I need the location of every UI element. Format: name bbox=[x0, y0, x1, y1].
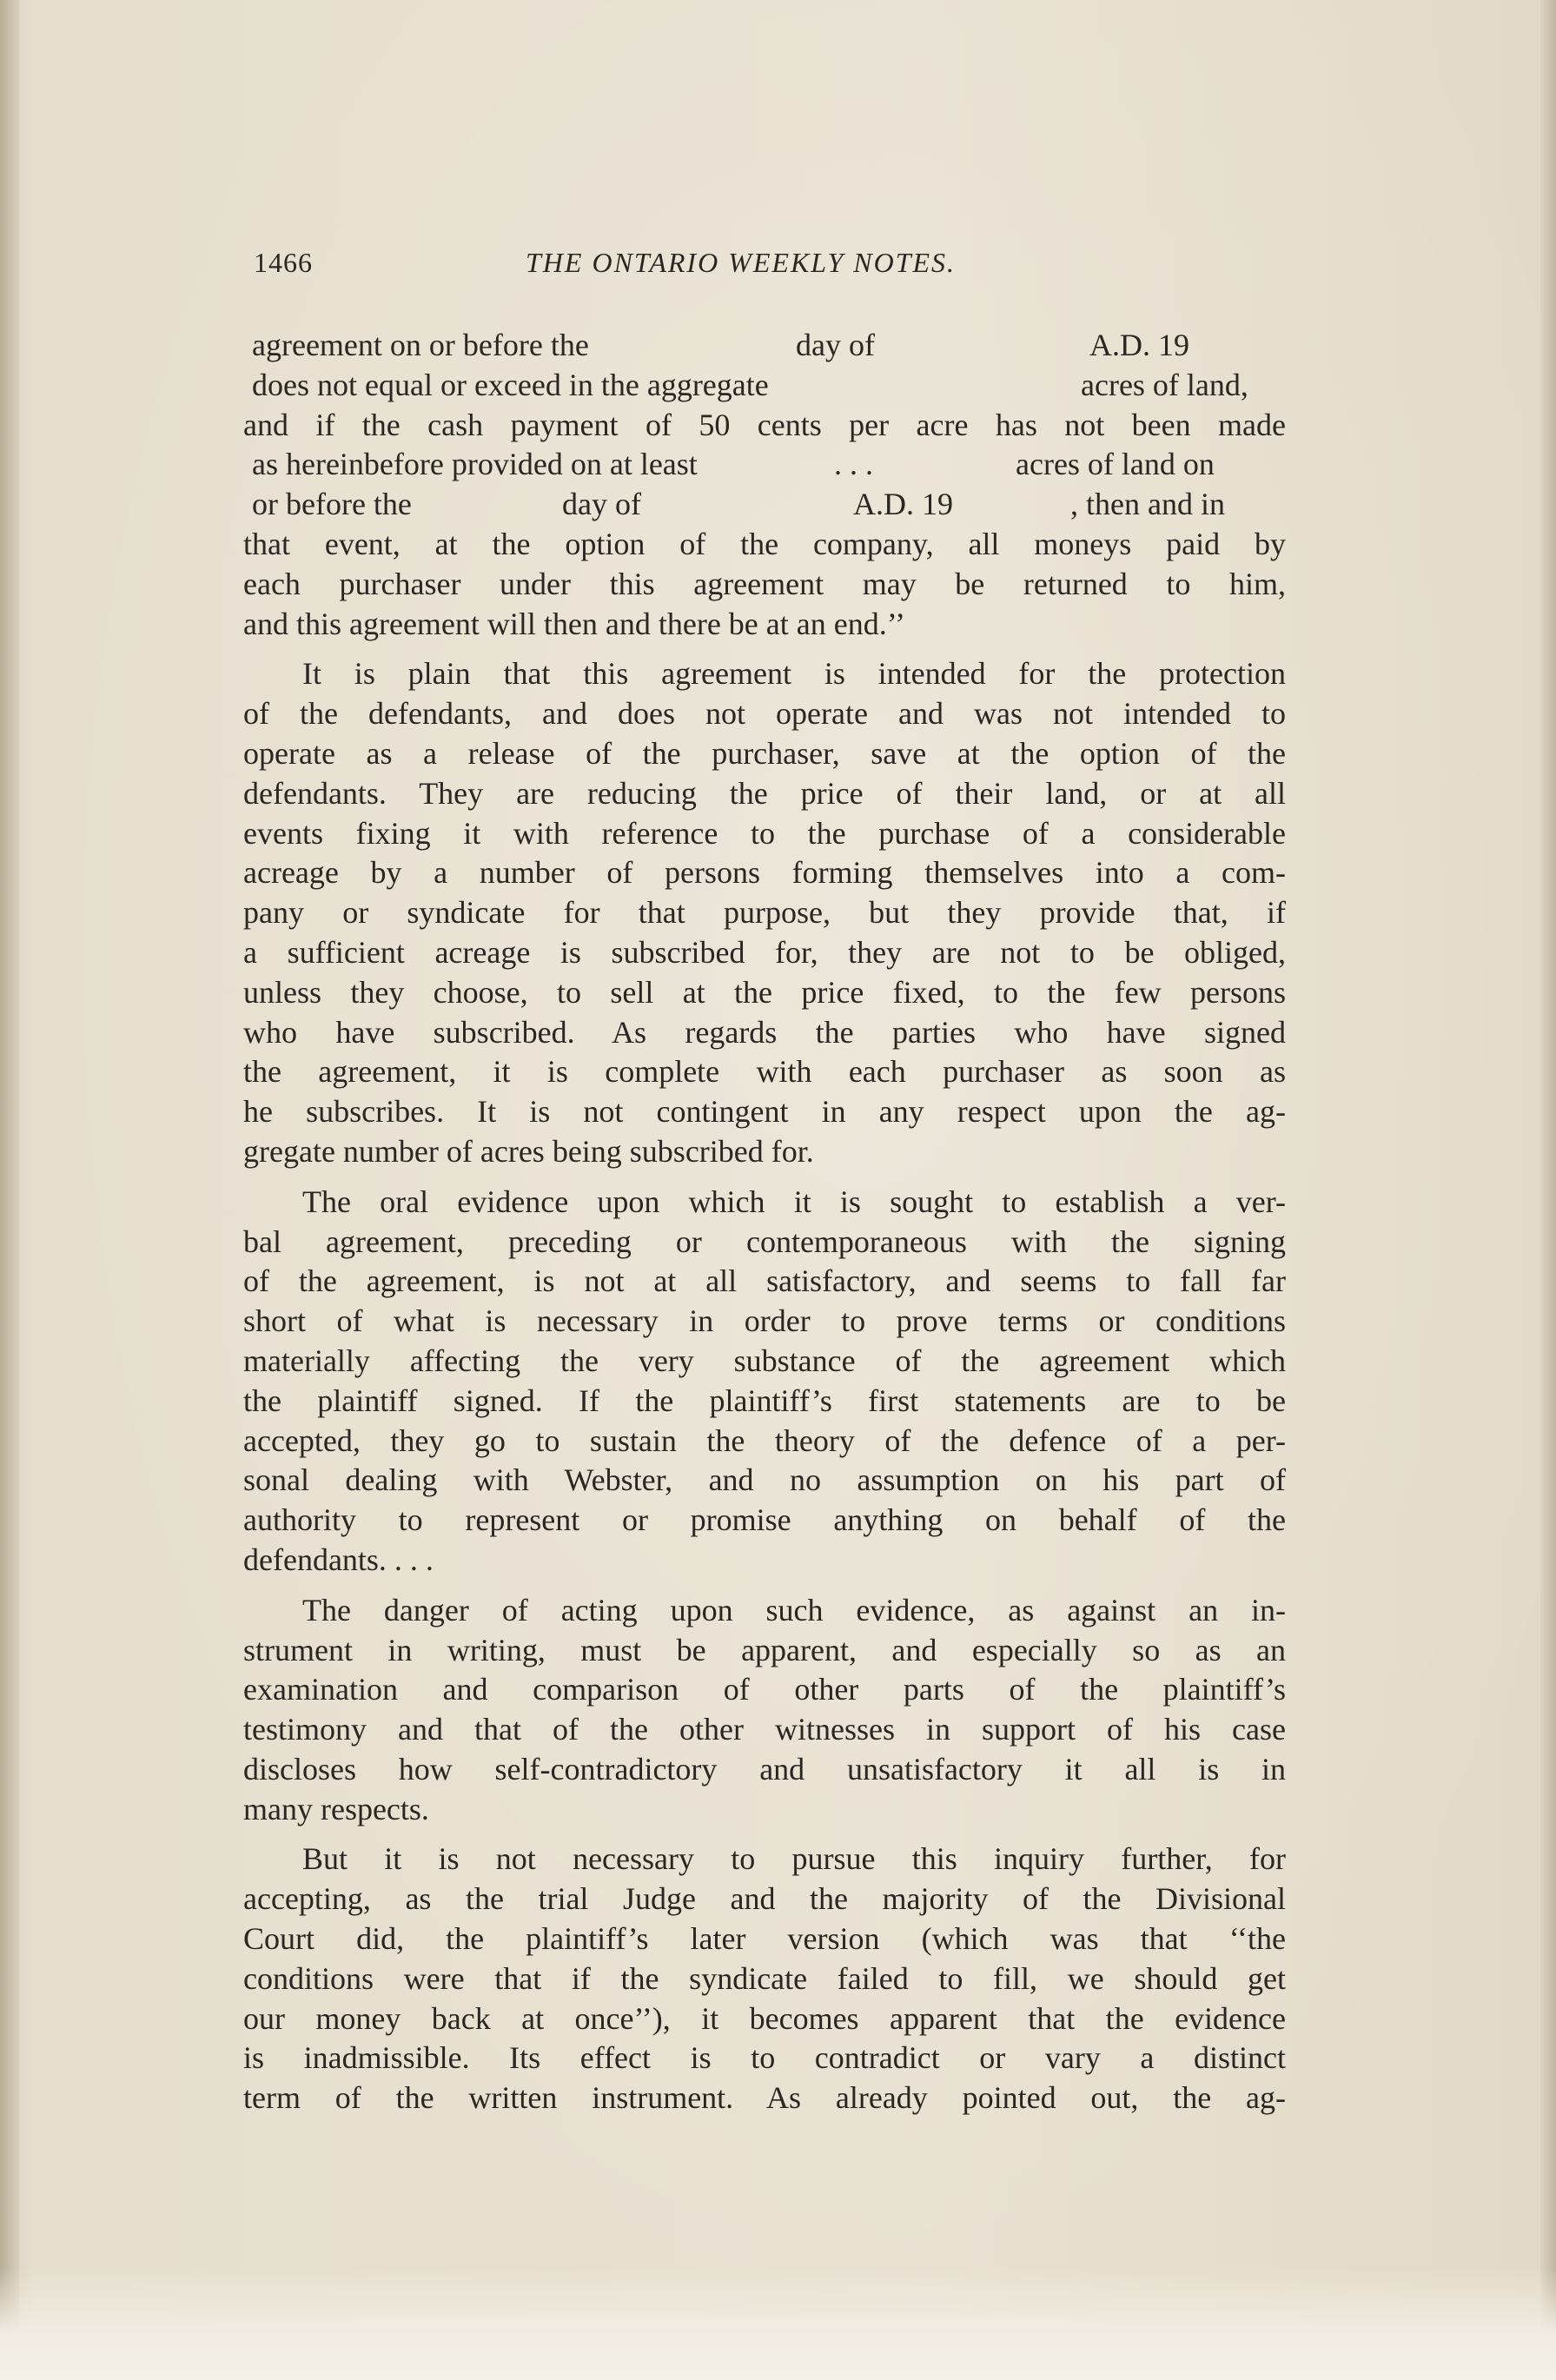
text-line: defendants. They are reducing the price of their land, or at all bbox=[243, 775, 1286, 811]
text-line: is inadmissible. Its effect is to contradict or vary a distinct bbox=[243, 2040, 1286, 2076]
text-line bbox=[243, 445, 1286, 485]
text-line: testimony and that of the other witnesses in support of his case bbox=[243, 1712, 1286, 1747]
text-line: pany or syndicate for that purpose, but they provide that, if bbox=[243, 895, 1286, 931]
text-line: of the agreement, is not at all satisfactory, and seems to fall far bbox=[243, 1263, 1286, 1299]
paragraph-agreement-quote bbox=[243, 326, 1286, 644]
text-line: authority to represent or promise anything on behalf of the bbox=[243, 1502, 1286, 1538]
text-line: he subscribes. It is not contingent in any respect upon the ag- bbox=[243, 1094, 1286, 1130]
text-line bbox=[243, 485, 1286, 525]
text-line: our money back at once’’), it becomes apparent that the evidence bbox=[243, 2000, 1286, 2036]
text-line: operate as a release of the purchaser, save at the option of the bbox=[243, 735, 1286, 771]
text-line: many respects. bbox=[243, 1791, 429, 1826]
text-line: accepted, they go to sustain the theory of the defence of a per- bbox=[243, 1422, 1286, 1458]
text-line: and if the cash payment of 50 cents per acre has not been made bbox=[243, 407, 1286, 442]
text-line: the plaintiff signed. If the plaintiff’s first statements are to be bbox=[243, 1382, 1286, 1418]
text-segment: or before the bbox=[252, 487, 412, 522]
text-line: who have subscribed. As regards the parties who have signed bbox=[243, 1014, 1286, 1050]
text-line: each purchaser under this agreement may be returned to him, bbox=[243, 566, 1286, 601]
text-line: that event, at the option of the company, all moneys paid by bbox=[243, 526, 1286, 561]
text-line: examination and comparison of other parts of the plaintiff’s bbox=[243, 1672, 1286, 1707]
text-segment: acres of land, bbox=[1081, 367, 1248, 402]
text-line: defendants. . . . bbox=[243, 1541, 434, 1577]
text-segment: day of bbox=[796, 328, 875, 362]
text-line: gregate number of acres being subscribed for. bbox=[243, 1133, 814, 1169]
text-line: of the defendants, and does not operate and was not intended to bbox=[243, 696, 1286, 732]
text-segment: A.D. 19 bbox=[853, 487, 953, 522]
text-line: The danger of acting upon such evidence, as against an in- bbox=[302, 1592, 1286, 1628]
running-title: THE ONTARIO WEEKLY NOTES. bbox=[526, 247, 957, 278]
text-line: events fixing it with reference to the purchase of a considerable bbox=[243, 815, 1286, 851]
text-segment: day of bbox=[562, 487, 641, 522]
text-segment: as hereinbefore provided on at least bbox=[252, 447, 698, 482]
text-segment: does not equal or exceed in the aggregate bbox=[252, 367, 769, 402]
text-line: the agreement, it is complete with each purchaser as soon as bbox=[243, 1054, 1286, 1090]
text-segment: agreement on or before the bbox=[252, 328, 589, 362]
text-line: It is plain that this agreement is intended for the protection bbox=[302, 656, 1286, 692]
text-line bbox=[243, 326, 1286, 366]
paragraph bbox=[243, 1183, 1286, 1581]
page-number: 1466 bbox=[254, 247, 313, 278]
text-line: strument in writing, must be apparent, and especially so as an bbox=[243, 1632, 1286, 1667]
paragraph bbox=[243, 1591, 1286, 1830]
text-line: term of the written instrument. As already pointed out, the ag- bbox=[243, 2080, 1286, 2116]
text-line: unless they choose, to sell at the price fixed, to the few persons bbox=[243, 974, 1286, 1010]
text-line: But it is not necessary to pursue this inquiry further, for bbox=[302, 1841, 1286, 1877]
text-segment: acres of land on bbox=[1016, 447, 1215, 482]
text-segment: . . . bbox=[834, 447, 873, 482]
text-line: sonal dealing with Webster, and no assumption on his part of bbox=[243, 1462, 1286, 1498]
page-bottom-margin bbox=[0, 2267, 1556, 2380]
text-line: conditions were that if the syndicate failed to fill, we should get bbox=[243, 1960, 1286, 1996]
body-text bbox=[243, 326, 1286, 2129]
text-segment: , then and in bbox=[1070, 487, 1225, 522]
page-outer-edge bbox=[1540, 0, 1556, 2380]
page-binding-edge bbox=[0, 0, 19, 2380]
paragraph bbox=[243, 1840, 1286, 2118]
text-line: short of what is necessary in order to prove terms or conditions bbox=[243, 1303, 1286, 1339]
text-line: Court did, the plaintiff’s later version (which was that ‘‘the bbox=[243, 1921, 1286, 1957]
text-line: discloses how self-contradictory and unsatisfactory it all is in bbox=[243, 1751, 1286, 1787]
text-line: a sufficient acreage is subscribed for, they are not to be obliged, bbox=[243, 934, 1286, 970]
text-line: accepting, as the trial Judge and the majority of the Divisional bbox=[243, 1881, 1286, 1917]
text-segment: A.D. 19 bbox=[1089, 328, 1189, 362]
text-line bbox=[243, 366, 1286, 406]
paragraph bbox=[243, 654, 1286, 1171]
page-header bbox=[254, 242, 1296, 283]
text-line: acreage by a number of persons forming themselves into a com- bbox=[243, 855, 1286, 891]
text-line: bal agreement, preceding or contemporaneous with the signing bbox=[243, 1223, 1286, 1259]
text-line: The oral evidence upon which it is sought to establish a ver- bbox=[302, 1183, 1286, 1219]
text-line: materially affecting the very substance of the agreement which bbox=[243, 1342, 1286, 1378]
text-line: and this agreement will then and there be at an end.’’ bbox=[243, 606, 906, 641]
